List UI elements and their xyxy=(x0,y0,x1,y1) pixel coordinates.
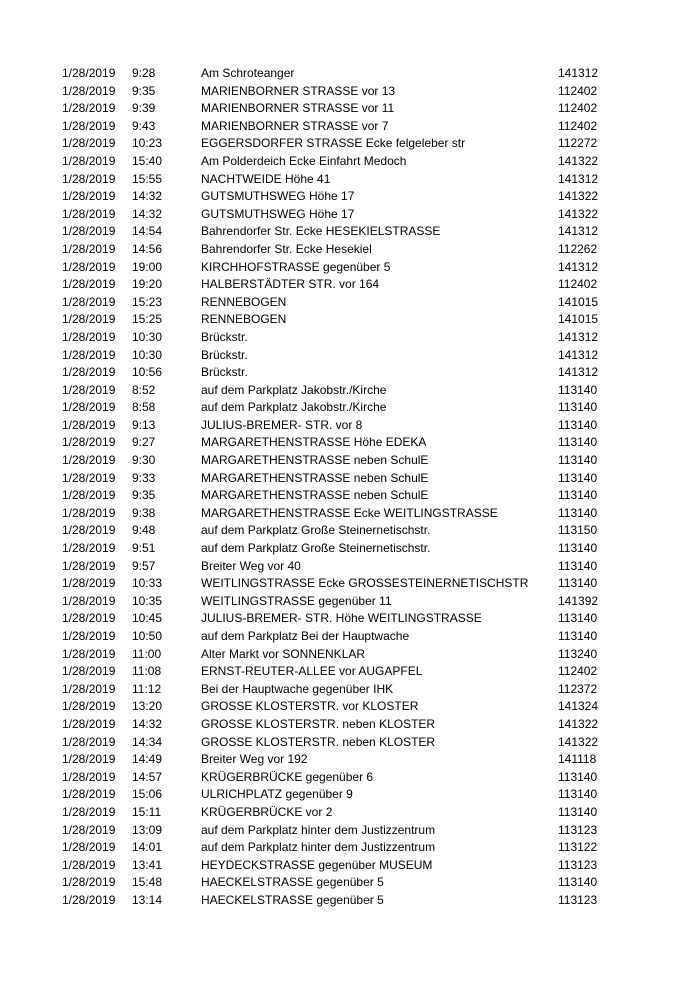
table-row xyxy=(0,663,700,681)
location-cell: Am Schroteanger xyxy=(201,66,295,80)
time-cell: 13:41 xyxy=(132,857,163,872)
date-cell: 1/28/2019 xyxy=(62,857,116,872)
time-cell: 15:40 xyxy=(132,153,163,168)
location-cell: HAECKELSTRASSE gegenüber 5 xyxy=(201,892,384,907)
table-row xyxy=(0,399,700,417)
code-cell: 141312 xyxy=(558,171,599,186)
code-cell: 113140 xyxy=(558,875,598,890)
table-row xyxy=(0,628,700,646)
table-row xyxy=(0,135,700,153)
date-cell: 1/28/2019 xyxy=(62,435,116,450)
time-cell: 9:28 xyxy=(132,66,156,80)
time-cell: 15:48 xyxy=(132,875,163,890)
location-cell: auf dem Parkplatz Große Steinernetischstr. xyxy=(201,523,431,538)
time-cell: 10:45 xyxy=(132,611,163,626)
table-row xyxy=(0,259,700,277)
time-cell: 14:56 xyxy=(132,241,163,256)
table-row xyxy=(0,153,700,171)
table-row xyxy=(0,223,700,241)
date-cell: 1/28/2019 xyxy=(62,716,116,731)
date-cell: 1/28/2019 xyxy=(62,875,116,890)
location-cell: Brückstr. xyxy=(201,329,248,344)
table-row xyxy=(0,294,700,312)
location-cell: MARIENBORNER STRASSE vor 11 xyxy=(201,101,395,116)
time-cell: 10:23 xyxy=(132,136,163,151)
code-cell: 141322 xyxy=(558,734,599,749)
location-cell: GROSSE KLOSTERSTR. neben KLOSTER xyxy=(201,716,436,731)
location-cell: MARGARETHENSTRASSE neben SchulE xyxy=(201,453,429,468)
code-cell: 113240 xyxy=(558,646,598,661)
date-cell: 1/28/2019 xyxy=(62,646,116,661)
code-cell: 141015 xyxy=(558,312,599,327)
date-cell: 1/28/2019 xyxy=(62,224,116,239)
date-cell: 1/28/2019 xyxy=(62,664,116,679)
date-cell: 1/28/2019 xyxy=(62,699,116,714)
code-cell: 113123 xyxy=(558,857,598,872)
date-cell: 1/28/2019 xyxy=(62,453,116,468)
time-cell: 11:12 xyxy=(132,681,162,696)
table-row xyxy=(0,417,700,435)
code-cell: 141322 xyxy=(558,153,599,168)
time-cell: 15:55 xyxy=(132,171,163,186)
time-cell: 10:35 xyxy=(132,593,163,608)
time-cell: 14:49 xyxy=(132,752,163,767)
table-row xyxy=(0,100,700,118)
table-row xyxy=(0,698,700,716)
code-cell: 141312 xyxy=(558,329,599,344)
location-cell: Breiter Weg vor 40 xyxy=(201,558,301,573)
date-cell: 1/28/2019 xyxy=(62,593,116,608)
table-row xyxy=(0,892,700,910)
time-cell: 13:14 xyxy=(132,892,163,907)
location-cell: MARGARETHENSTRASSE Ecke WEITLINGSTRASSE xyxy=(201,505,498,520)
time-cell: 13:20 xyxy=(132,699,163,714)
location-cell: JULIUS-BREMER- STR. vor 8 xyxy=(201,417,363,432)
date-cell: 1/28/2019 xyxy=(62,734,116,749)
table-row xyxy=(0,434,700,452)
table-row xyxy=(0,593,700,611)
code-cell: 141312 xyxy=(558,224,599,239)
time-cell: 9:39 xyxy=(132,101,156,116)
table-row xyxy=(0,575,700,593)
date-cell: 1/28/2019 xyxy=(62,576,116,591)
date-cell: 1/28/2019 xyxy=(62,629,116,643)
table-row xyxy=(0,118,700,136)
code-cell: 113140 xyxy=(558,382,598,397)
time-cell: 9:57 xyxy=(132,558,156,573)
table-row xyxy=(0,329,700,347)
date-cell: 1/28/2019 xyxy=(62,892,116,907)
code-cell: 112372 xyxy=(558,681,598,696)
date-cell: 1/28/2019 xyxy=(62,101,116,116)
location-cell: Bei der Hauptwache gegenüber IHK xyxy=(201,681,394,696)
table-row xyxy=(0,804,700,822)
code-cell: 113140 xyxy=(558,576,598,591)
code-cell: 113140 xyxy=(558,435,598,450)
table-row xyxy=(0,646,700,664)
date-cell: 1/28/2019 xyxy=(62,189,116,204)
location-cell: GROSSE KLOSTERSTR. vor KLOSTER xyxy=(201,699,419,714)
time-cell: 9:35 xyxy=(132,488,156,503)
code-cell: 141322 xyxy=(558,206,599,221)
code-cell: 113140 xyxy=(558,400,598,415)
table-row xyxy=(0,522,700,540)
table-row xyxy=(0,558,700,576)
code-cell: 141322 xyxy=(558,716,599,731)
time-cell: 15:11 xyxy=(132,804,162,819)
code-cell: 112402 xyxy=(558,277,598,292)
location-cell: GUTSMUTHSWEG Höhe 17 xyxy=(201,189,355,204)
table-row xyxy=(0,241,700,259)
time-cell: 9:30 xyxy=(132,453,156,468)
date-cell: 1/28/2019 xyxy=(62,804,116,819)
table-row xyxy=(0,786,700,804)
table-row xyxy=(0,751,700,769)
table-row xyxy=(0,83,700,101)
location-cell: auf dem Parkplatz Jakobstr./Kirche xyxy=(201,382,387,397)
location-cell: EGGERSDORFER STRASSE Ecke felgeleber str xyxy=(201,136,466,151)
location-cell: MARGARETHENSTRASSE neben SchulE xyxy=(201,488,429,503)
date-cell: 1/28/2019 xyxy=(62,400,116,415)
time-cell: 11:00 xyxy=(132,646,162,661)
code-cell: 112402 xyxy=(558,664,598,679)
date-cell: 1/28/2019 xyxy=(62,822,116,837)
code-cell: 141312 xyxy=(558,365,599,380)
record-table xyxy=(0,65,700,910)
location-cell: HAECKELSTRASSE gegenüber 5 xyxy=(201,875,384,890)
date-cell: 1/28/2019 xyxy=(62,294,116,309)
code-cell: 141322 xyxy=(558,189,599,204)
table-row xyxy=(0,610,700,628)
date-cell: 1/28/2019 xyxy=(62,365,116,380)
location-cell: Am Polderdeich Ecke Einfahrt Medoch xyxy=(201,153,407,168)
location-cell: RENNEBOGEN xyxy=(201,312,287,327)
date-cell: 1/28/2019 xyxy=(62,153,116,168)
date-cell: 1/28/2019 xyxy=(62,83,116,98)
location-cell: MARIENBORNER STRASSE vor 7 xyxy=(201,118,389,133)
table-row xyxy=(0,857,700,875)
date-cell: 1/28/2019 xyxy=(62,312,116,327)
table-row xyxy=(0,206,700,224)
table-row xyxy=(0,276,700,294)
date-cell: 1/28/2019 xyxy=(62,66,116,80)
date-cell: 1/28/2019 xyxy=(62,241,116,256)
table-row xyxy=(0,505,700,523)
table-row xyxy=(0,65,700,83)
code-cell: 113140 xyxy=(558,505,598,520)
location-cell: WEITLINGSTRASSE gegenüber 11 xyxy=(201,593,392,608)
time-cell: 9:13 xyxy=(132,417,156,432)
code-cell: 141312 xyxy=(558,347,599,362)
date-cell: 1/28/2019 xyxy=(62,118,116,133)
location-cell: auf dem Parkplatz hinter dem Justizzentrum xyxy=(201,840,436,855)
location-cell: KRÜGERBRÜCKE vor 2 xyxy=(201,804,333,819)
time-cell: 14:32 xyxy=(132,206,163,221)
table-row xyxy=(0,839,700,857)
location-cell: NACHTWEIDE Höhe 41 xyxy=(201,171,331,186)
date-cell: 1/28/2019 xyxy=(62,417,116,432)
time-cell: 14:32 xyxy=(132,189,163,204)
time-cell: 9:48 xyxy=(132,523,156,538)
time-cell: 10:30 xyxy=(132,347,163,362)
time-cell: 10:56 xyxy=(132,365,163,380)
table-row xyxy=(0,540,700,558)
date-cell: 1/28/2019 xyxy=(62,840,116,855)
time-cell: 8:58 xyxy=(132,400,156,415)
table-row xyxy=(0,311,700,329)
table-row xyxy=(0,452,700,470)
location-cell: auf dem Parkplatz Jakobstr./Kirche xyxy=(201,400,387,415)
code-cell: 112272 xyxy=(558,136,598,151)
table-row xyxy=(0,487,700,505)
location-cell: RENNEBOGEN xyxy=(201,294,287,309)
time-cell: 8:52 xyxy=(132,382,156,397)
date-cell: 1/28/2019 xyxy=(62,769,116,784)
time-cell: 15:06 xyxy=(132,787,163,802)
time-cell: 15:23 xyxy=(132,294,163,309)
date-cell: 1/28/2019 xyxy=(62,611,116,626)
code-cell: 113150 xyxy=(558,523,598,538)
location-cell: Alter Markt vor SONNENKLAR xyxy=(201,646,366,661)
location-cell: MARIENBORNER STRASSE vor 13 xyxy=(201,83,396,98)
location-cell: Brückstr. xyxy=(201,347,248,362)
location-cell: Breiter Weg vor 192 xyxy=(201,752,308,767)
code-cell: 141312 xyxy=(558,66,599,80)
time-cell: 13:09 xyxy=(132,822,163,837)
code-cell: 113140 xyxy=(558,558,598,573)
code-cell: 141324 xyxy=(558,699,599,714)
location-cell: Brückstr. xyxy=(201,365,248,380)
date-cell: 1/28/2019 xyxy=(62,329,116,344)
date-cell: 1/28/2019 xyxy=(62,523,116,538)
time-cell: 10:50 xyxy=(132,629,163,643)
table-row xyxy=(0,874,700,892)
location-cell: JULIUS-BREMER- STR. Höhe WEITLINGSTRASSE xyxy=(201,611,482,626)
time-cell: 9:38 xyxy=(132,505,156,520)
code-cell: 141392 xyxy=(558,593,599,608)
date-cell: 1/28/2019 xyxy=(62,541,116,556)
date-cell: 1/28/2019 xyxy=(62,470,116,485)
date-cell: 1/28/2019 xyxy=(62,136,116,151)
date-cell: 1/28/2019 xyxy=(62,505,116,520)
time-cell: 15:25 xyxy=(132,312,163,327)
time-cell: 10:33 xyxy=(132,576,163,591)
table-row xyxy=(0,716,700,734)
code-cell: 113140 xyxy=(558,417,598,432)
date-cell: 1/28/2019 xyxy=(62,752,116,767)
code-cell: 112402 xyxy=(558,83,598,98)
table-row xyxy=(0,734,700,752)
date-cell: 1/28/2019 xyxy=(62,382,116,397)
location-cell: KIRCHHOFSTRASSE gegenüber 5 xyxy=(201,259,391,274)
location-cell: auf dem Parkplatz Bei der Hauptwache xyxy=(201,629,410,643)
code-cell: 141312 xyxy=(558,259,599,274)
code-cell: 113122 xyxy=(558,840,598,855)
code-cell: 141118 xyxy=(558,752,597,767)
table-row xyxy=(0,822,700,840)
code-cell: 113140 xyxy=(558,453,598,468)
table-row xyxy=(0,470,700,488)
location-cell: ULRICHPLATZ gegenüber 9 xyxy=(201,787,353,802)
code-cell: 112402 xyxy=(558,101,598,116)
table-row xyxy=(0,769,700,787)
time-cell: 14:34 xyxy=(132,734,163,749)
code-cell: 113123 xyxy=(558,892,598,907)
time-cell: 14:01 xyxy=(132,840,163,855)
time-cell: 14:54 xyxy=(132,224,163,239)
location-cell: GROSSE KLOSTERSTR. neben KLOSTER xyxy=(201,734,436,749)
location-cell: HALBERSTÄDTER STR. vor 164 xyxy=(201,277,380,292)
location-cell: MARGARETHENSTRASSE neben SchulE xyxy=(201,470,429,485)
code-cell: 113123 xyxy=(558,822,598,837)
date-cell: 1/28/2019 xyxy=(62,681,116,696)
table-row xyxy=(0,364,700,382)
table-row xyxy=(0,188,700,206)
location-cell: MARGARETHENSTRASSE Höhe EDEKA xyxy=(201,435,427,450)
code-cell: 113140 xyxy=(558,611,598,626)
location-cell: auf dem Parkplatz Große Steinernetischstr. xyxy=(201,541,431,556)
time-cell: 11:08 xyxy=(132,664,162,679)
time-cell: 9:33 xyxy=(132,470,156,485)
table-row xyxy=(0,347,700,365)
location-cell: KRÜGERBRÜCKE gegenüber 6 xyxy=(201,769,374,784)
code-cell: 113140 xyxy=(558,629,598,643)
time-cell: 9:51 xyxy=(132,541,156,556)
time-cell: 19:20 xyxy=(132,277,163,292)
code-cell: 113140 xyxy=(558,470,598,485)
code-cell: 141015 xyxy=(558,294,599,309)
table-row xyxy=(0,171,700,189)
date-cell: 1/28/2019 xyxy=(62,171,116,186)
code-cell: 113140 xyxy=(558,541,598,556)
code-cell: 112262 xyxy=(558,241,598,256)
location-cell: WEITLINGSTRASSE Ecke GROSSESTEINERNETISCHSTR xyxy=(201,576,529,591)
date-cell: 1/28/2019 xyxy=(62,259,116,274)
date-cell: 1/28/2019 xyxy=(62,277,116,292)
location-cell: HEYDECKSTRASSE gegenüber MUSEUM xyxy=(201,857,433,872)
code-cell: 113140 xyxy=(558,488,598,503)
location-cell: Bahrendorfer Str. Ecke Hesekiel xyxy=(201,241,372,256)
location-cell: GUTSMUTHSWEG Höhe 17 xyxy=(201,206,355,221)
table-row xyxy=(0,382,700,400)
code-cell: 112402 xyxy=(558,118,598,133)
time-cell: 14:57 xyxy=(132,769,163,784)
location-cell: Bahrendorfer Str. Ecke HESEKIELSTRASSE xyxy=(201,224,441,239)
date-cell: 1/28/2019 xyxy=(62,558,116,573)
code-cell: 113140 xyxy=(558,787,598,802)
time-cell: 9:43 xyxy=(132,118,156,133)
location-cell: auf dem Parkplatz hinter dem Justizzentrum xyxy=(201,822,436,837)
date-cell: 1/28/2019 xyxy=(62,206,116,221)
time-cell: 9:35 xyxy=(132,83,156,98)
date-cell: 1/28/2019 xyxy=(62,787,116,802)
table-row xyxy=(0,681,700,699)
time-cell: 9:27 xyxy=(132,435,156,450)
time-cell: 10:30 xyxy=(132,329,163,344)
location-cell: ERNST-REUTER-ALLEE vor AUGAPFEL xyxy=(201,664,423,679)
date-cell: 1/28/2019 xyxy=(62,488,116,503)
code-cell: 113140 xyxy=(558,804,598,819)
code-cell: 113140 xyxy=(558,769,598,784)
time-cell: 14:32 xyxy=(132,716,163,731)
date-cell: 1/28/2019 xyxy=(62,347,116,362)
time-cell: 19:00 xyxy=(132,259,163,274)
